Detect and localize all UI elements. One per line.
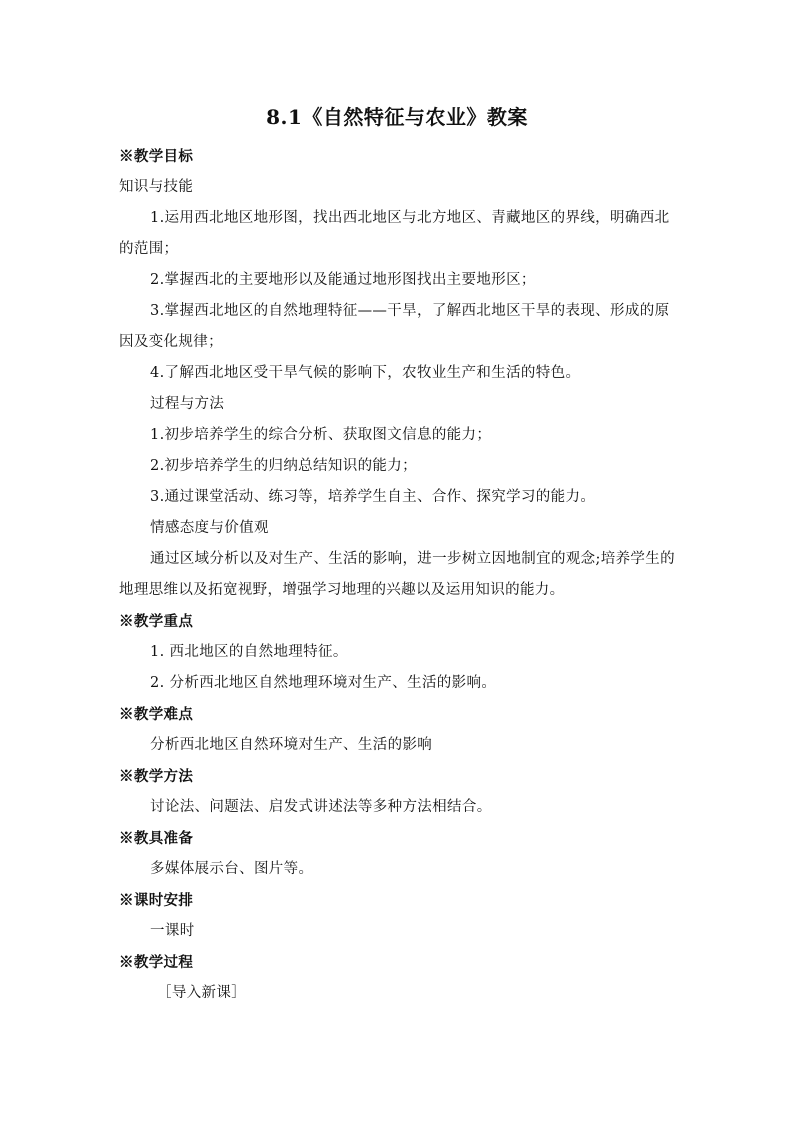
key-point-1: 1. 西北地区的自然地理特征。 (150, 644, 348, 660)
difficulties-heading: ※教学难点 (119, 706, 194, 723)
key-points-heading: ※教学重点 (119, 613, 194, 630)
teaching-objectives-heading: ※教学目标 (119, 148, 194, 165)
knowledge-item-2: 2.掌握西北的主要地形以及能通过地形图找出主要地形区； (150, 272, 536, 288)
process-item-1: 1.初步培养学生的综合分析、获取图文信息的能力； (150, 427, 492, 443)
new-lesson-intro: ［导入新课］ (157, 985, 247, 1001)
process-methods-heading: 过程与方法 (150, 396, 225, 412)
schedule-text: 一课时 (150, 923, 195, 939)
document-title: 8.1《自然特征与农业》教案 (266, 105, 528, 129)
process-item-3: 3.通过课堂活动、练习等，培养学生自主、合作、探究学习的能力。 (150, 489, 596, 505)
process-item-2: 2.初步培养学生的归纳总结知识的能力； (150, 458, 417, 474)
document-body (119, 141, 675, 1009)
methods-text: 讨论法、问题法、启发式讲述法等多种方法相结合。 (150, 799, 492, 815)
emotion-values-heading: 情感态度与价值观 (150, 520, 269, 536)
emotion-values-text: 通过区域分析以及对生产、生活的影响，进一步树立因地制宜的观念;培养学生的地理思维以及拓宽视野，增强学习地理的兴趣以及运用知识的能力。 (119, 551, 675, 598)
key-point-2: 2. 分析西北地区自然地理环境对生产、生活的影响。 (150, 675, 497, 691)
knowledge-item-4: 4.了解西北地区受干旱气候的影响下，农牧业生产和生活的特色。 (150, 365, 581, 381)
schedule-heading: ※课时安排 (119, 892, 194, 909)
methods-heading: ※教学方法 (119, 768, 194, 785)
teaching-process-heading: ※教学过程 (119, 954, 194, 971)
materials-heading: ※教具准备 (119, 830, 194, 847)
materials-text: 多媒体展示台、图片等。 (150, 861, 314, 877)
difficulties-text: 分析西北地区自然环境对生产、生活的影响 (150, 737, 433, 753)
knowledge-skills-heading: 知识与技能 (119, 179, 194, 195)
knowledge-item-3: 3.掌握西北地区的自然地理特征——干旱，了解西北地区干旱的表现、形成的原因及变化规律； (119, 303, 670, 350)
knowledge-item-1: 1.运用西北地区地形图，找出西北地区与北方地区、青藏地区的界线，明确西北的范围； (119, 210, 670, 257)
